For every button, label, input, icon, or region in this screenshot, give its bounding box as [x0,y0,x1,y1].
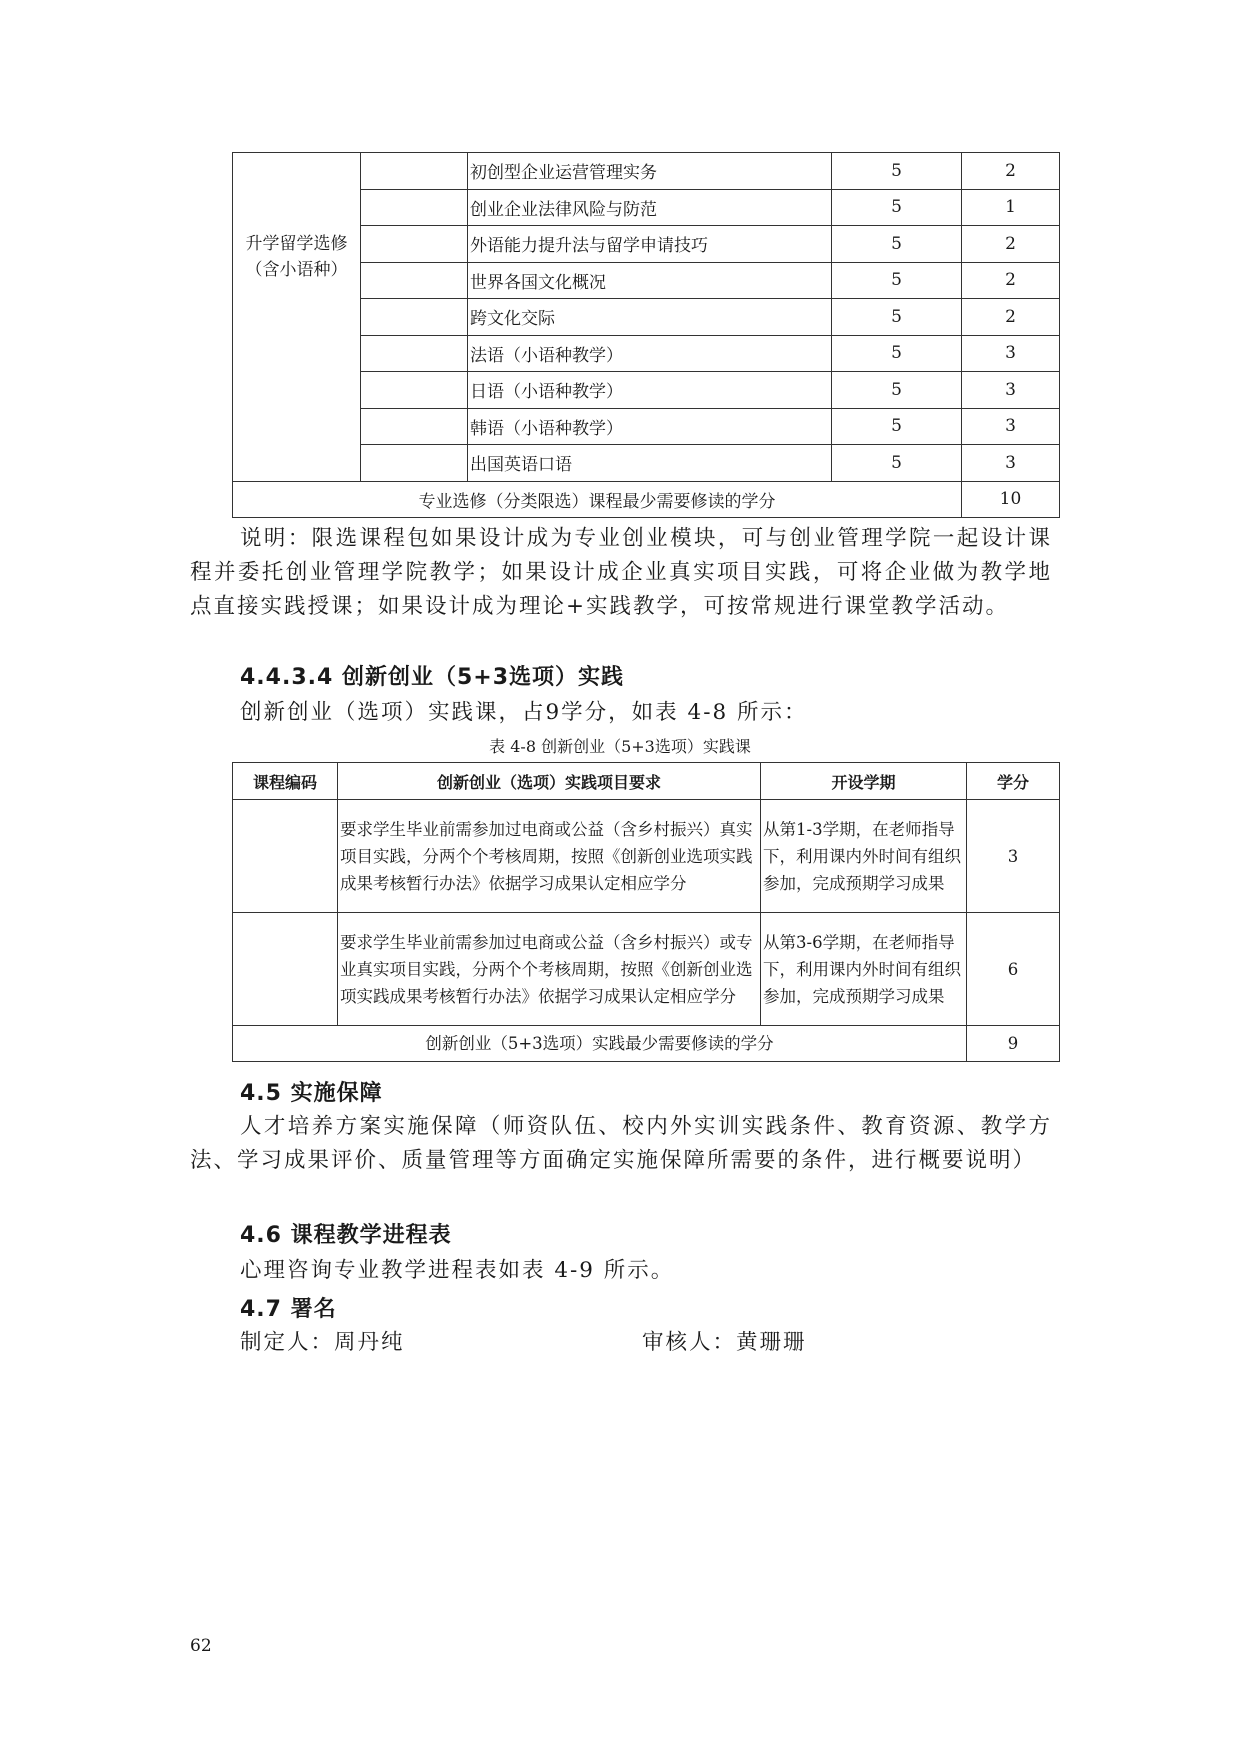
credit-cell: 3 [962,372,1060,409]
semester-cell: 从第3-6学期，在老师指导下，利用课内外时间有组织参加，完成预期学习成果 [761,913,967,1026]
section-45-text: 人才培养方案实施保障（师资队伍、校内外实训实践条件、教育资源、教学方法、学习成果评价、质量管理等方面确定实施保障所需要的条件，进行概要说明） [190,1114,1052,1173]
table-header-row [233,763,1060,800]
code-cell [361,372,468,409]
credit-cell: 3 [962,445,1060,482]
summary-label: 专业选修（分类限选）课程最少需要修读的学分 [233,481,962,518]
summary-row [233,1026,1060,1062]
semester-cell: 5 [832,372,962,409]
semester-cell: 5 [832,335,962,372]
section-46-text: 心理咨询专业教学进程表如表 4-9 所示。 [240,1258,675,1283]
note-paragraph: 说明：限选课程包如果设计成为专业创业模块，可与创业管理学院一起设计课程并委托创业管理学院教学；如果设计成企业真实项目实践，可将企业做为教学地点直接实践授课；如果设计成为理论+实践教学，可按常规进行课堂教学活动。 [190,526,1052,619]
header-requirement: 创新创业（选项）实践项目要求 [338,763,761,800]
reviewer: 审核人：黄珊珊 [642,1330,807,1355]
section-heading-47: 4.7 署名 [240,1297,337,1322]
credit-cell: 6 [967,913,1060,1026]
course-name-cell: 法语（小语种教学） [468,335,832,372]
credit-cell: 3 [962,335,1060,372]
semester-cell: 5 [832,262,962,299]
semester-cell: 从第1-3学期，在老师指导下，利用课内外时间有组织参加，完成预期学习成果 [761,800,967,913]
table-row [233,913,1060,1026]
course-name-cell: 初创型企业运营管理实务 [468,153,832,190]
summary-label: 创新创业（5+3选项）实践最少需要修读的学分 [233,1026,967,1062]
credit-cell: 2 [962,153,1060,190]
group-label-line2: （含小语种） [245,260,348,280]
header-semester: 开设学期 [761,763,967,800]
code-cell [361,445,468,482]
section-heading-45: 4.5 实施保障 [240,1081,383,1106]
section-heading-4434: 4.4.3.4 创新创业（5+3选项）实践 [240,665,625,690]
semester-cell: 5 [832,408,962,445]
summary-value: 10 [962,481,1060,518]
code-cell [361,299,468,336]
header-course-code: 课程编码 [233,763,338,800]
code-cell [361,226,468,263]
course-name-cell: 创业企业法律风险与防范 [468,189,832,226]
course-name-cell: 日语（小语种教学） [468,372,832,409]
code-cell [361,408,468,445]
page-number: 62 [190,1636,212,1656]
semester-cell: 5 [832,299,962,336]
section-4434-text: 创新创业（选项）实践课，占9学分，如表 4-8 所示： [240,700,808,725]
semester-cell: 5 [832,445,962,482]
semester-cell: 5 [832,226,962,263]
elective-courses-table [232,152,1060,518]
semester-cell: 5 [832,153,962,190]
course-name-cell: 韩语（小语种教学） [468,408,832,445]
course-name-cell: 世界各国文化概况 [468,262,832,299]
course-name-cell: 外语能力提升法与留学申请技巧 [468,226,832,263]
preparer: 制定人：周丹纯 [240,1330,405,1355]
credit-cell: 2 [962,299,1060,336]
semester-cell: 5 [832,189,962,226]
section-heading-46: 4.6 课程教学进程表 [240,1223,452,1248]
table-row [233,800,1060,913]
innovation-practice-table [232,762,1060,1062]
header-credit: 学分 [967,763,1060,800]
course-name-cell: 跨文化交际 [468,299,832,336]
requirement-cell: 要求学生毕业前需参加过电商或公益（含乡村振兴）或专业真实项目实践，分两个个考核周期，按照《创新创业选项实践成果考核暂行办法》依据学习成果认定相应学分 [338,913,761,1026]
credit-cell: 3 [962,408,1060,445]
table-caption: 表 4-8 创新创业（5+3选项）实践课 [489,737,751,756]
credit-cell: 2 [962,262,1060,299]
code-cell [233,913,338,1026]
table-row [233,153,1060,190]
credit-cell: 3 [967,800,1060,913]
summary-value: 9 [967,1026,1060,1062]
requirement-cell: 要求学生毕业前需参加过电商或公益（含乡村振兴）真实项目实践，分两个个考核周期，按照《创新创业选项实践成果考核暂行办法》依据学习成果认定相应学分 [338,800,761,913]
code-cell [361,153,468,190]
summary-row [233,481,1060,518]
group-label-cell [233,153,361,482]
credit-cell: 1 [962,189,1060,226]
group-label-line1: 升学留学选修 [245,234,348,254]
credit-cell: 2 [962,226,1060,263]
code-cell [361,189,468,226]
code-cell [361,262,468,299]
course-name-cell: 出国英语口语 [468,445,832,482]
code-cell [233,800,338,913]
code-cell [361,335,468,372]
